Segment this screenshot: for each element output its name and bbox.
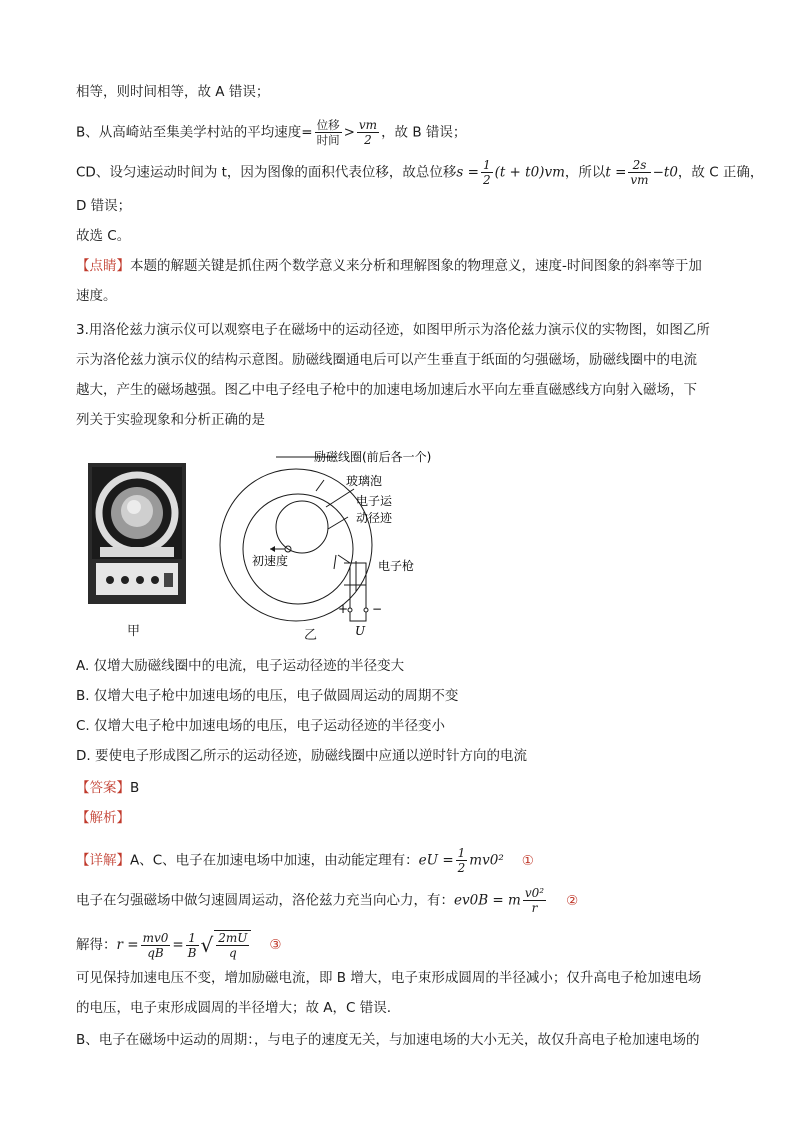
question-line: 3.用洛伦兹力演示仪可以观察电子在磁场中的运动径迹，如图甲所示为洛伦兹力演示仪的实物图，如图乙所 (76, 322, 710, 338)
bulb-label: 玻璃泡 (346, 474, 383, 488)
caption-jia: 甲 (127, 624, 141, 639)
text-line: D 错误； (76, 198, 132, 214)
plus-label: + (338, 602, 349, 616)
answer-line: 【答案】B (76, 780, 140, 796)
option-a: A. 仅增大励磁线圈中的电流，电子运动径迹的半径变大 (76, 658, 405, 674)
voltage-label: U (355, 624, 366, 638)
caption-yi: 乙 (304, 628, 318, 643)
detail-tag: 【详解】 (76, 852, 130, 869)
structure-diagram (216, 445, 446, 640)
dianjing-tag: 【点睛】 (76, 258, 130, 274)
coil-label: 励磁线圈(前后各一个) (314, 450, 432, 464)
text-line: 【点睛】本题的解题关键是抓住两个数学意义来分析和理解图象的物理意义，速度-时间图象的斜率等于加 (76, 258, 702, 274)
text-line: 电子在匀强磁场中做匀速圆周运动，洛伦兹力充当向心力，有：ev0B = m $\frac{\text{v0²}}{r}$ ② (76, 886, 579, 915)
bulb-circle (243, 494, 353, 604)
option-c: C. 仅增大电子枪中加速电场的电压，电子运动径迹的半径变小 (76, 718, 446, 734)
track-label: 动径迹 (356, 511, 393, 525)
text-line: B、从高崎站至集美学村站的平均速度= $\frac{\text{位移}}{\text{时间}}$ > $\frac{vm}{2}$ ，故 B 错误； (76, 118, 467, 147)
track-circle (276, 501, 328, 553)
text-line: 解得：r = $\frac{mv0}{qB}$ = $\frac{1}{B}$ √ $\frac{2mU}{q}$ ③ (76, 930, 282, 960)
text-line: B、电子在磁场中运动的周期：，与电子的速度无关，与加速电场的大小无关，故仅升高电子枪加速电场的 (76, 1032, 700, 1048)
text-line: 速度。 (76, 288, 117, 304)
minus-label: − (372, 602, 383, 616)
device-photo (88, 463, 186, 604)
question-line: 示为洛伦兹力演示仪的结构示意图。励磁线圈通电后可以产生垂直于纸面的匀强磁场，励磁线圈中的电流 (76, 352, 697, 368)
text-line: 故选 C。 (76, 228, 131, 244)
velocity-label: 初速度 (252, 554, 289, 568)
text-line: 相等，则时间相等，故 A 错误； (76, 84, 270, 100)
track-label: 电子运 (356, 494, 393, 508)
text-line: 的电压，电子束形成圆周的半径增大；故 A，C 错误. (76, 1000, 392, 1016)
answer-tag: 【答案】 (76, 780, 130, 796)
gun-label: 电子枪 (378, 559, 415, 573)
option-d: D. 要使电子形成图乙所示的运动径迹，励磁线圈中应通以逆时针方向的电流 (76, 748, 527, 764)
option-b: B. 仅增大电子枪中加速电场的电压，电子做圆周运动的周期不变 (76, 688, 459, 704)
text-line: 可见保持加速电压不变，增加励磁电流，即 B 增大，电子束形成圆周的半径减小；仅升高电子枪加速电场 (76, 970, 702, 986)
analysis-line (76, 808, 130, 828)
question-line: 列关于实验现象和分析正确的是 (76, 412, 265, 428)
detail-line: 【详解】A、C、电子在加速电场中加速，由动能定理有：eU = $\frac{1}{2}$ mv0² ① (76, 846, 534, 875)
text-line: CD、设匀速运动时间为 t，因为图像的面积代表位移，故总位移s = $\frac{1}{2}$ (t + t0)vm，所以t = $\frac{2s}{vm}$ −t0，故 C 正确， (76, 158, 764, 187)
analysis-tag: 【解析】 (76, 810, 130, 826)
question-line: 越大，产生的磁场越强。图乙中电子经电子枪中的加速电场加速后水平向左垂直磁感线方向射入磁场，下 (76, 382, 697, 398)
